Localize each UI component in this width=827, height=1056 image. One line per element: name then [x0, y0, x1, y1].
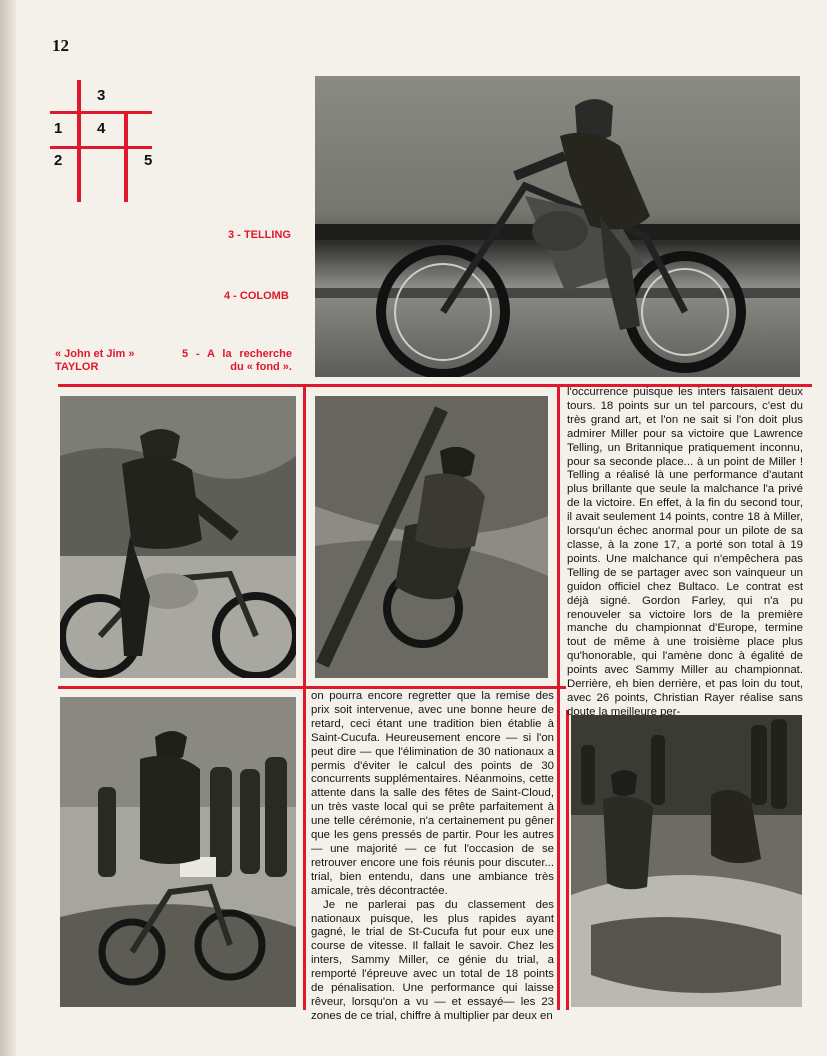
caption-photo-1-line1: « John et Jim » — [55, 348, 135, 360]
photo-index-grid — [50, 78, 160, 204]
caption-photo-5-line1: 5 - A la recherche — [182, 348, 292, 360]
grid-line — [50, 146, 152, 149]
page-number: 12 — [52, 36, 69, 55]
photo-mud-pool — [571, 715, 802, 1007]
photo-rider-crowd — [60, 697, 296, 1007]
grid-number-1: 1 — [54, 120, 63, 137]
caption-photo-3: 3 - TELLING — [228, 229, 291, 241]
article-paragraph: l'occurrence puisque les inters faisaient deux tours. 18 points sur un tel parcours, c'est du très grand art, et l'on ne sait si l'on doit plus admirer Miller pour sa victoire que Lawrence Telling, un Britannique pratiquement inconnu, pour sa seconde place... à un point de Miller ! Telling a réalisé là une performance d'autant plus brillante que seule la malchance l'a privé de la victoire. En effet, à la fin du second tour, il avait seulement 14 points, contre 18 à Miller, lorsqu'un échec anormal pour un pilote de sa classe, à la zone 17, a porté son total à 19 points. Une malchance qui n'empêchera pas Telling de se partager avec son vainqueur un guidon officiel chez Bultaco. Le contrat est déjà signé. Gordon Farley, qui n'a pu renouveler sa victoire lors de la première manche du championnat d'Europe, termine tout de même à une troisième place plus qu'honorable, qui l'amène donc à égalité de points avec Sammy Miller au championnat. Derrière, eh bien derrière, et pas loin du tout, avec 26 points, Christian Rayer réalise sans doute la meilleure per- — [567, 386, 803, 718]
article-column-right-top — [567, 386, 803, 720]
photo-telling — [315, 76, 800, 377]
grid-number-3: 3 — [97, 87, 106, 104]
grid-number-4: 4 — [97, 120, 106, 137]
grid-line — [50, 111, 152, 114]
page-binding-edge — [0, 0, 16, 1056]
caption-photo-5-line2: du « fond ». — [230, 361, 292, 373]
caption-photo-1-line2: TAYLOR — [55, 361, 99, 373]
red-rule-vertical — [566, 710, 569, 1010]
red-rule-vertical — [303, 384, 306, 1010]
red-rule-horizontal — [58, 686, 566, 689]
grid-line — [77, 80, 81, 202]
article-column-middle-bottom — [311, 690, 554, 1024]
grid-number-2: 2 — [54, 152, 63, 169]
article-paragraph: Je ne parlerai pas du classement des nationaux puisque, les plus rapides ayant gagné, le trial de St-Cucufa fut pour eux une course de vitesse. Il fallait le savoir. Chez les inters, Sammy Miller, ce génie du trial, a remporté l'épreuve avec un total de 18 points de pénalisation. Une performance qui laisse rêveur, lorsqu'on a vu — et essayé— les 23 zones de ce trial, chiffre à multiplier par deux en — [311, 898, 554, 1022]
grid-number-5: 5 — [144, 152, 153, 169]
caption-photo-5 — [182, 348, 292, 374]
caption-photo-4: 4 - COLOMB — [224, 290, 289, 302]
caption-photo-1 — [55, 348, 134, 374]
red-rule-vertical — [557, 384, 560, 1010]
photo-taylor — [60, 396, 296, 678]
grid-line — [124, 113, 128, 202]
article-paragraph: on pourra encore regretter que la remise des prix soit intervenue, avec une bonne heure de retard, ceci étant une tradition bien établie à Saint-Cucufa. Heureusement encore — si l'on peut dire — que l'élimination de 30 nationaux a permis d'éviter le calcul des points de 30 concurrents supplémentaires. Néanmoins, cette attente dans la salle des fêtes de Saint-Cloud, un très vaste local qui se prête parfaitement à une telle cérémonie, n'a certainement pu gêner que les gens pressés de partir. Pour les autres — une majorité — ce fut l'occasion de se retrouver encore une fois réunis pour discuter... trial, bien entendu, dans une ambiance très amicale, très décontractée. — [311, 690, 554, 897]
photo-slope — [315, 396, 548, 678]
